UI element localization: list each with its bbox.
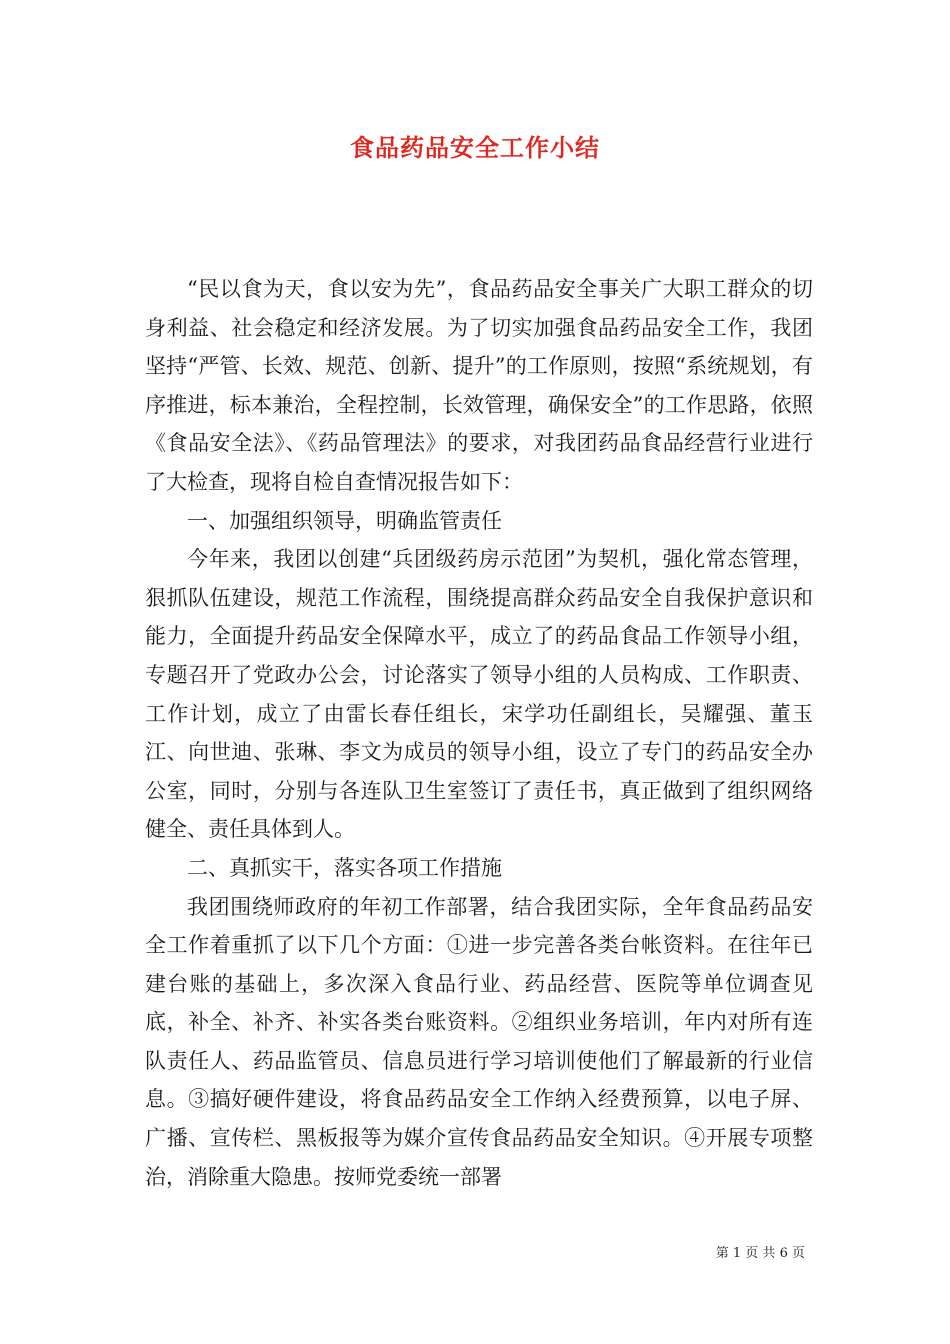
section-heading-1: 一、加强组织领导，明确监管责任 xyxy=(187,508,502,533)
page-number-footer xyxy=(716,1245,805,1263)
page-total: 6 xyxy=(779,1246,788,1261)
section-heading-2: 二、真抓实干，落实各项工作措施 xyxy=(187,855,502,880)
document-title: 食品药品安全工作小结 xyxy=(350,134,600,162)
page-middle: 页 共 xyxy=(745,1246,776,1261)
document-body xyxy=(145,270,813,1196)
page-prefix: 第 xyxy=(715,1246,729,1261)
paragraph-section-1: 今年来，我团以创建“兵团级药房示范团”为契机，强化常态管理，狠抓队伍建设，规范工作流程，围绕提高群众药品安全自我保护意识和能力，全面提升药品安全保障水平，成立了的药品食品工作领导小组，专题召开了党政办公会，讨论落实了领导小组的人员构成、工作职责、工作计划，成立了由雷长春任组长，宋学功任副组长，吴耀强、董玉江、向世迪、张琳、李文为成员的领导小组，设立了专门的药品安全办公室，同时，分别与各连队卫生室签订了责任书，真正做到了组织网络健全、责任具体到人。 xyxy=(145,547,813,842)
page-suffix: 页 xyxy=(791,1246,805,1261)
page-current: 1 xyxy=(732,1246,742,1261)
paragraph-section-2: 我团围绕师政府的年初工作部署，结合我团实际，全年食品药品安全工作着重抓了以下几个方面：①进一步完善各类台帐资料。在往年已建台账的基础上，多次深入食品行业、药品经营、医院等单位调查见底，补全、补齐、补实各类台账资料。②组织业务培训，年内对所有连队责任人、药品监管员、信息员进行学习培训使他们了解最新的行业信息。③搞好硬件建设，将食品药品安全工作纳入经费预算，以电子屏、广播、宣传栏、黑板报等为媒介宣传食品药品安全知识。④开展专项整治，消除重大隐患。按师党委统一部署 xyxy=(145,894,813,1189)
paragraph-intro: “民以食为天，食以安为先”，食品药品安全事关广大职工群众的切身利益、社会稳定和经济发展。为了切实加强食品药品安全工作，我团坚持“严管、长效、规范、创新、提升”的工作原则，按照“系统规划，有序推进，标本兼治，全程控制，长效管理，确保安全”的工作思路，依照《食品安全法》、《药品管理法》的要求，对我团药品食品经营行业进行了大检查，现将自检自查情况报告如下： xyxy=(145,277,813,494)
